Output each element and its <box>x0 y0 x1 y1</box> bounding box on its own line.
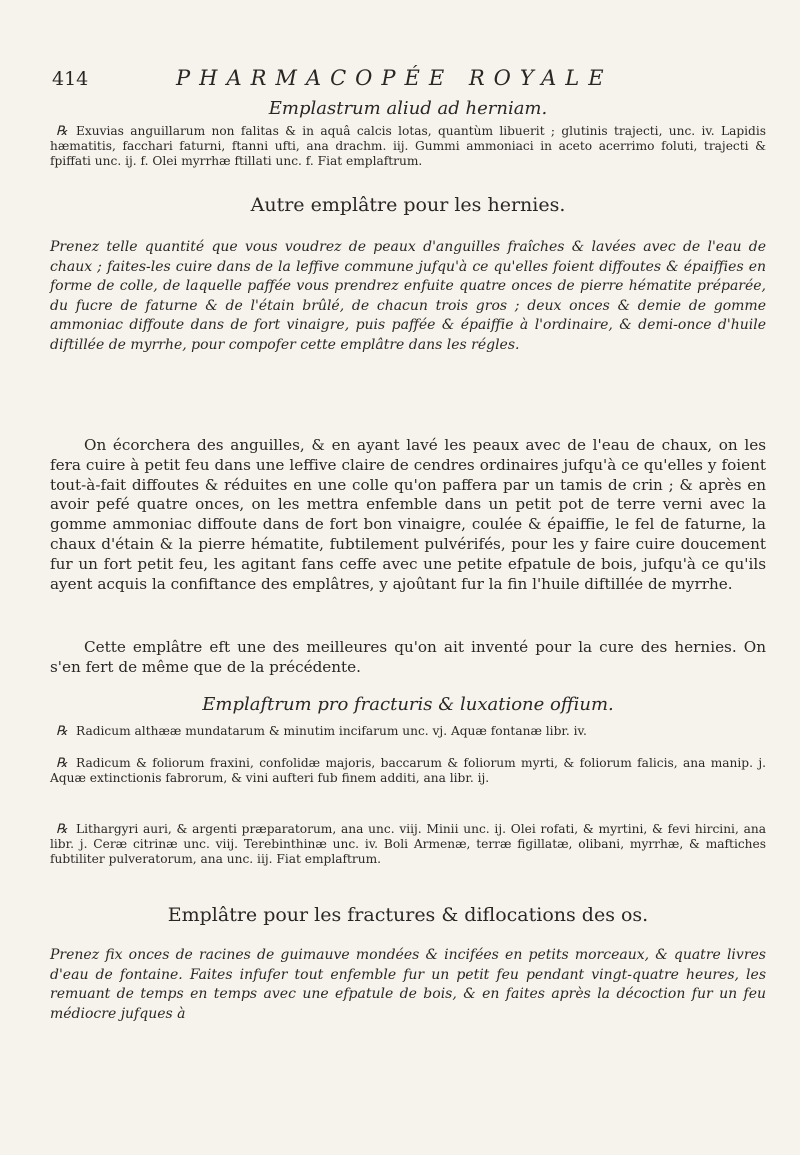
recipe1-french-note: Cette emplâtre eft une des meilleures qu'on ait inventé pour la cure des hernies. On s'en fert de même que de la précédente. <box>50 638 766 676</box>
recipe1-french-paragraph: On écorchera des anguilles, & en ayant lavé les peaux avec de l'eau de chaux, on les fera cuire à petit feu dans une leffive claire de cendres ordinaires jufqu'à ce qu'elles y foient tout-à-fait diffoutes & réduites en une colle qu'on paffera par un tamis de crin ; & après en avoir pefé quatre onces, on les mettra enfemble dans un petit pot de terre verni avec la gomme ammoniac diffoute dans de fort bon vinaigre, coulée & épaiffie, le fel de faturne, la chaux d'étain & la pierre hématite, fubtilement pulvérifés, pour les y faire cuire doucement fur un fort petit feu, les agitant fans ceffe avec une petite efpatule de bois, jufqu'à ce qu'ils ayent acquis la confiftance des emplâtres, y ajoûtant fur la fin l'huile diftillée de myrrhe. <box>50 436 766 593</box>
recipe2-latin-title: Emplaftrum pro fracturis & luxatione offium. <box>202 694 614 715</box>
recipe1-latin-block <box>50 124 766 187</box>
rx-symbol: ℞ <box>56 756 68 771</box>
recipe2-latin-line2: ℞ Radicum & foliorum fraxini, confolidæ majoris, baccarum & foliorum myrti, & foliorum falicis, ana manip. j. Aquæ extinctionis fabrorum, & vini aufteri fub finem additi, ana libr. ij. <box>50 756 766 786</box>
page-number: 414 <box>52 68 89 90</box>
recipe2-french-italic: Prenez fix onces de racines de guimauve mondées & incifées en petits morceaux, & quatre livres d'eau de fontaine. Faites infufer tout enfemble fur un petit feu pendant vingt-quatre heures, les remuant de temps en temps avec une efpatule de bois, & en faites après la décoction fur un feu médiocre jufques à <box>50 947 766 1022</box>
recipe1-french-italic: Prenez telle quantité que vous voudrez de peaux d'anguilles fraîches & lavées avec de l'eau de chaux ; faites-les cuire dans de la leffive commune jufqu'à ce qu'elles foient diffoutes & épaiffies en forme de colle, de laquelle paffée vous prendrez enfuite quatre onces de pierre hématite préparée, du fucre de faturne & de l'étain brûlé, de chacun trois gros ; deux onces & demie de gomme ammoniac diffoute dans de fort vinaigre, puis paffée & épaiffie à l'ordinaire, & demi-once d'huile diftillée de myrrhe, pour compofer cette emplâtre dans les régles. <box>50 239 766 353</box>
running-header <box>52 62 752 92</box>
running-title: PHARMACOPÉE ROYALE <box>176 66 613 90</box>
recipe1-latin-text: Exuvias anguillarum non falitas & in aquâ calcis lotas, quantùm libuerit ; glutinis trajecti, unc. iv. Lapidis hæmatitis, facchari faturni, ftanni ufti, ana drachm. iij. Gummi ammoniaci in aceto acerrimo foluti, trajecti & fpiffati unc. ij. f. Olei myrrhæ ftillati unc. f. Fiat emplaftrum. <box>50 124 766 169</box>
recipe2-latin-line1: ℞ Radicum althææ mundatarum & minutim incifarum unc. vj. Aquæ fontanæ libr. iv. <box>56 724 587 739</box>
rx-symbol: ℞ <box>56 724 68 739</box>
rx-symbol: ℞ <box>56 124 68 139</box>
recipe2-french-title: Emplâtre pour les fractures & diflocations des os. <box>167 904 649 926</box>
recipe2-latin-line3: ℞ Lithargyri auri, & argenti præparatorum, ana unc. viij. Minii unc. ij. Olei rofati, & myrtini, & fevi hircini, ana libr. j. Ceræ citrinæ unc. viij. Terebinthinæ unc. iv. Boli Armenæ, terræ figillatæ, olibani, myrrhæ, & maftiches fubtiliter pulveratorum, ana unc. iij. Fiat emplaftrum. <box>50 822 766 867</box>
rx-symbol: ℞ <box>56 822 68 837</box>
recipe1-french-title: Autre emplâtre pour les hernies. <box>250 194 566 216</box>
recipe1-latin-title: Emplastrum aliud ad herniam. <box>268 98 548 119</box>
